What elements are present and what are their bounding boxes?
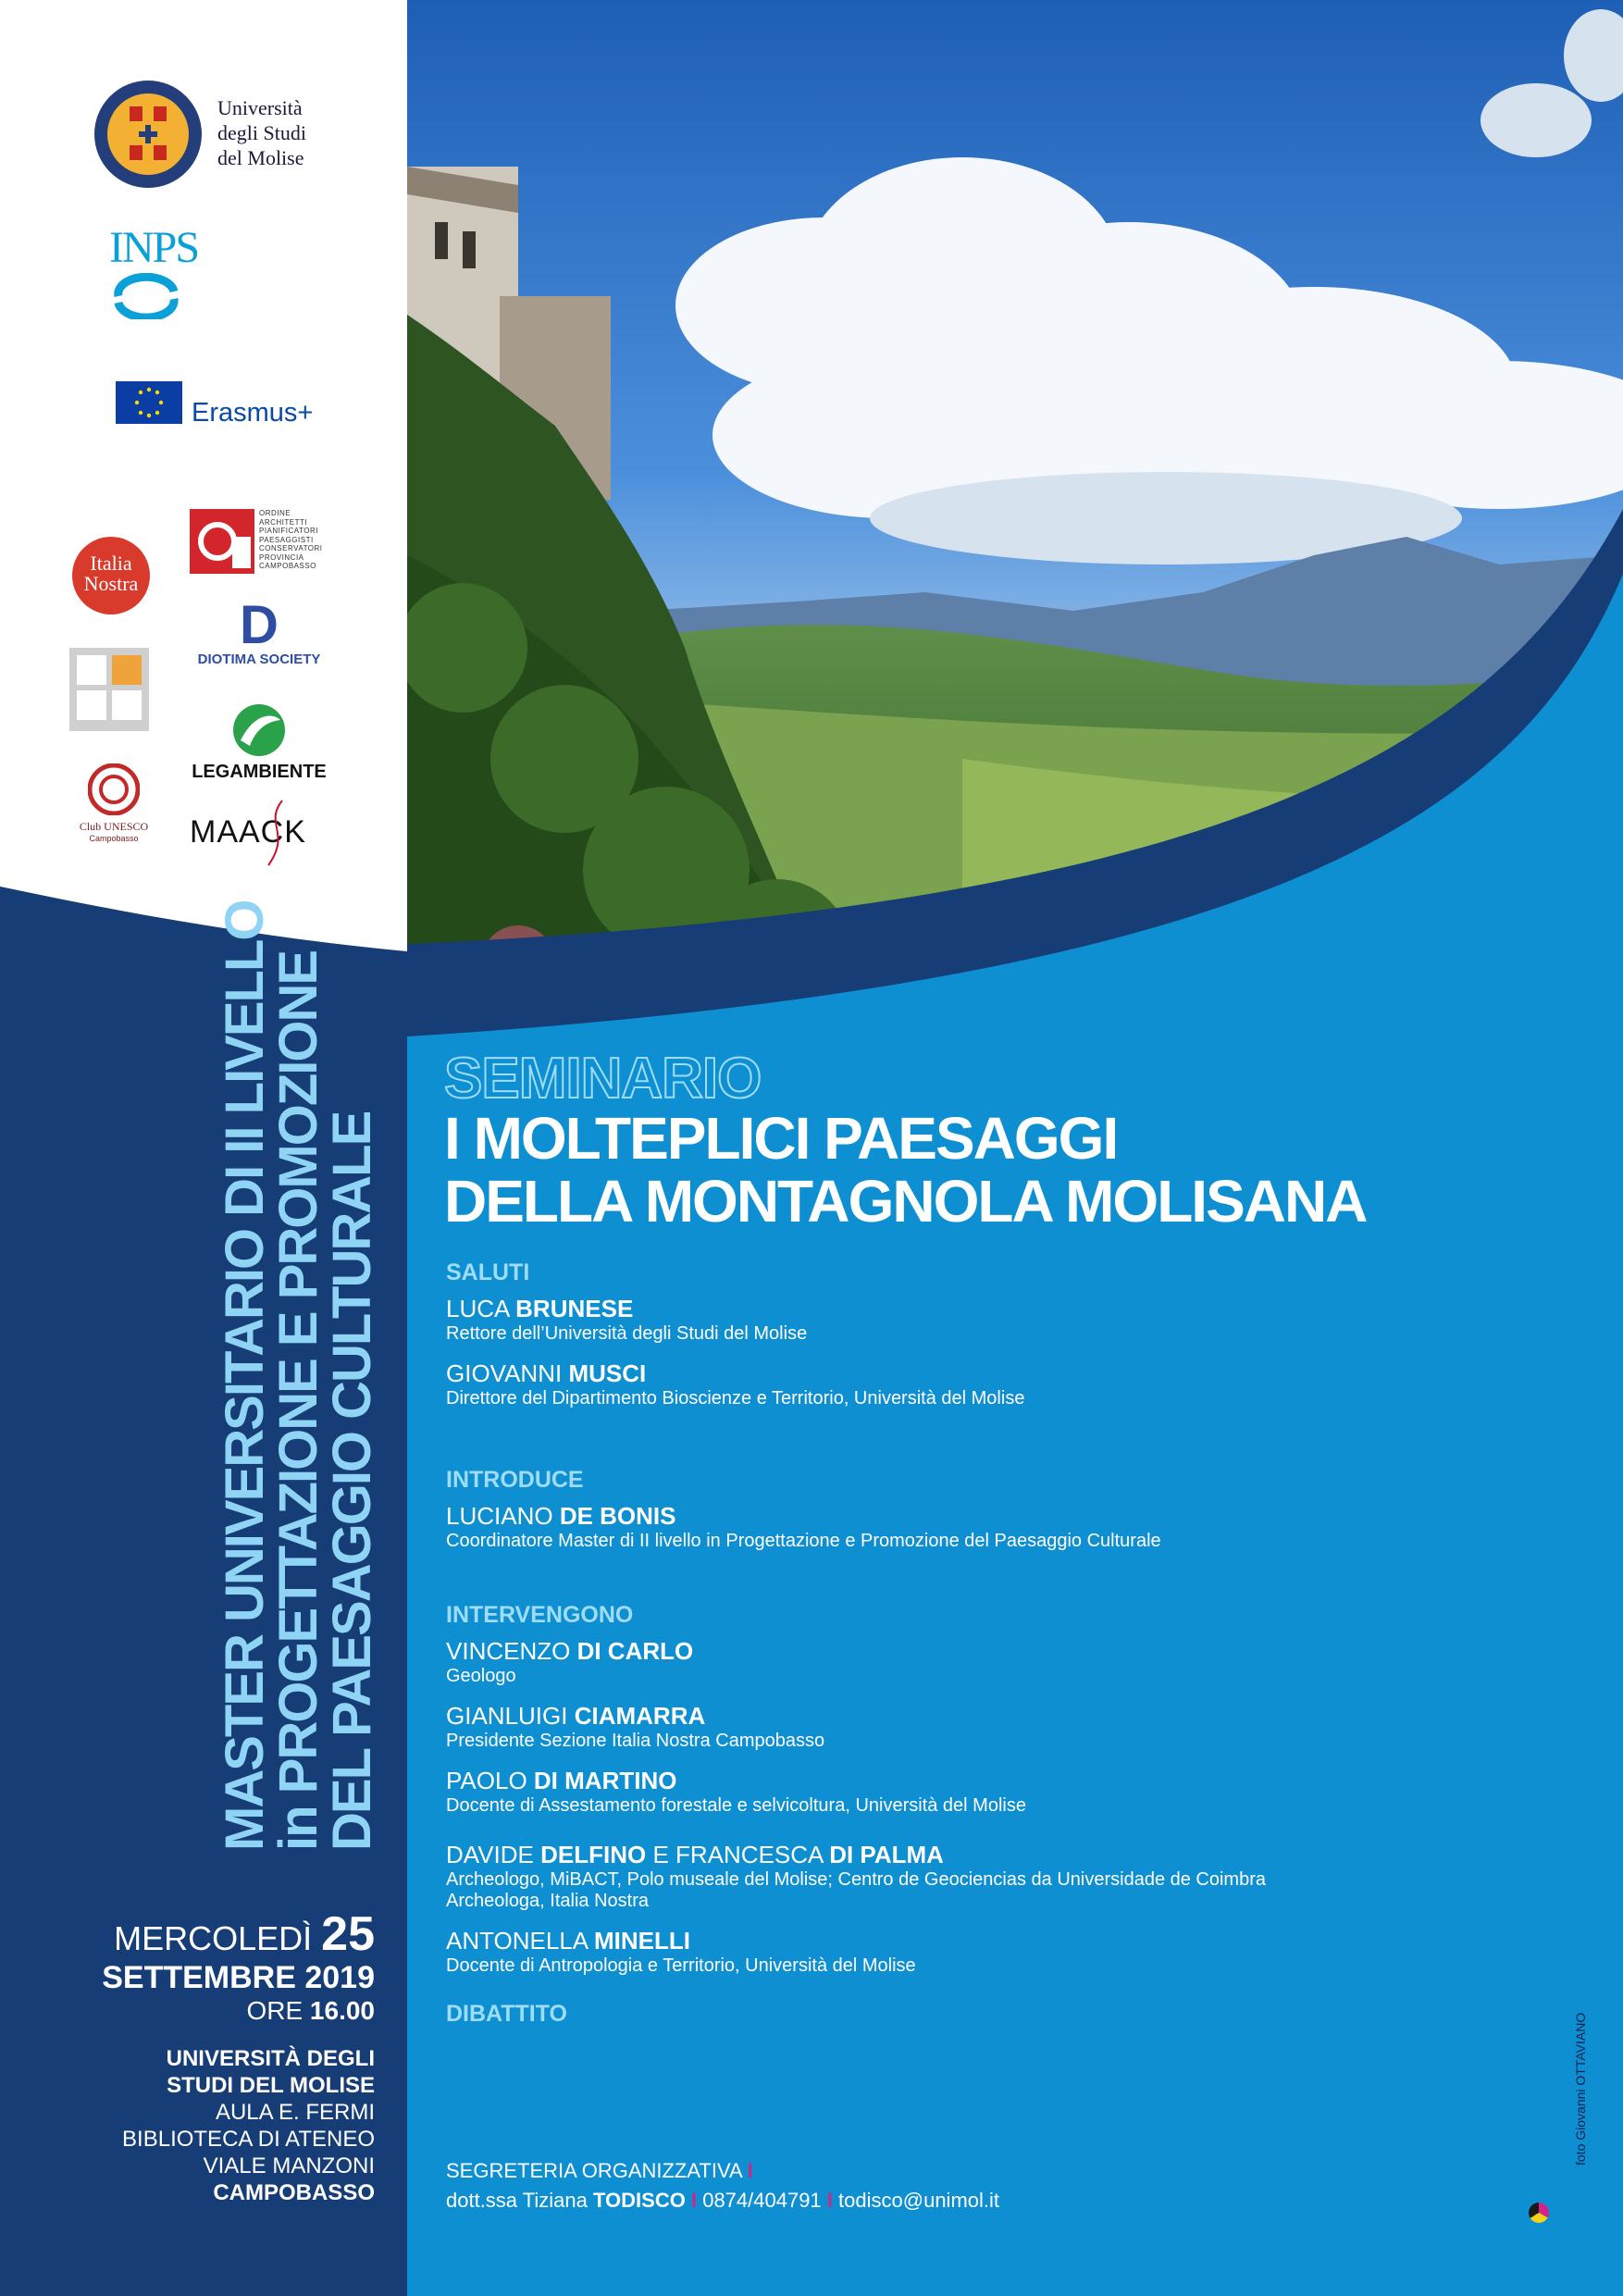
maack-text: MAACK [190, 814, 306, 850]
event-title-line1: I MOLTEPLICI PAESAGGI [444, 1105, 1118, 1172]
maack-red-stroke-icon [254, 796, 301, 870]
speaker-name [446, 1702, 1556, 1731]
venue-line4: BIBLIOTECA DI ATENEO [122, 2127, 375, 2152]
ordine-line3: PIANIFICATORI [259, 527, 318, 535]
speaker-conjunction: E FRANCESCA [652, 1841, 823, 1868]
segreteria-label: SEGRETERIA ORGANIZZATIVA [446, 2159, 742, 2182]
italia-nostra-line2: Nostra [83, 572, 139, 595]
side-title [215, 900, 382, 1851]
separator: I [826, 2189, 833, 2212]
intervengono-label: INTERVENGONO [446, 1602, 634, 1628]
speaker-role: Coordinatore Master di II livello in Progettazione e Promozione del Paesaggio Culturale [446, 1531, 1161, 1551]
speaker-first-name: PAOLO [446, 1767, 527, 1794]
contact-phone[interactable]: 0874/404791 [702, 2189, 822, 2212]
unimol-line1: Università [217, 96, 303, 119]
ordine-line5: CONSERVATORI [259, 544, 323, 552]
logo-maack [190, 814, 328, 879]
date-day-name: MERCOLEDÌ [114, 1919, 313, 1957]
event-title-line2: DELLA MONTAGNOLA MOLISANA [444, 1168, 1367, 1235]
logo-unesco [72, 763, 155, 847]
contact-email[interactable]: todisco@unimol.it [838, 2189, 1000, 2212]
inps-arrows-icon [109, 273, 183, 319]
ordine-line4: PAESAGGISTI [259, 535, 314, 544]
speaker-role: Geologo [446, 1666, 516, 1686]
event-kind: SEMINARIO [444, 1047, 762, 1111]
unimol-seal-icon [93, 79, 204, 190]
speaker-last-name: CIAMARRA [574, 1702, 706, 1730]
speaker-name [446, 1502, 1556, 1531]
time-value: 16.00 [309, 1996, 375, 2025]
event-date [56, 1907, 375, 2028]
venue-line1: UNIVERSITÀ DEGLI [166, 2046, 375, 2071]
unesco-line2: Campobasso [89, 834, 139, 843]
speaker-role: Archeologa, Italia Nostra [446, 1891, 650, 1911]
logo-grid-square [69, 648, 149, 731]
logo-erasmus [116, 381, 338, 428]
diotima-text: DIOTIMA SOCIETY [197, 652, 321, 667]
printer-logo [1529, 2203, 1549, 2223]
contact-name: dott.ssa Tiziana [446, 2189, 588, 2212]
eu-flag-icon [116, 381, 182, 424]
speaker-last-name: MINELLI [593, 1927, 690, 1955]
speaker-last-name: DE BONIS [559, 1502, 676, 1530]
legambiente-leaf-icon [227, 703, 291, 757]
unesco-club-icon [88, 763, 140, 815]
speaker-last-name: BRUNESE [515, 1295, 634, 1322]
venue-line2: STUDI DEL MOLISE [167, 2073, 375, 2098]
speaker-name [446, 1295, 1556, 1323]
venue [56, 2045, 375, 2206]
ordine-line1: ORDINE [259, 509, 291, 517]
speaker-role: Docente di Assestamento forestale e selvicoltura, Università del Molise [446, 1795, 1026, 1816]
speaker-first-name: LUCIANO [446, 1502, 553, 1530]
dibattito-label: DIBATTITO [446, 2001, 568, 2027]
introduce-label: INTRODUCE [446, 1467, 584, 1493]
speaker-role: Presidente Sezione Italia Nostra Campobasso [446, 1731, 825, 1751]
speaker-first-name: ANTONELLA [446, 1927, 588, 1955]
speaker-name [446, 1927, 1556, 1955]
time-label: ORE [246, 1996, 304, 2025]
event-title [444, 1107, 1366, 1233]
inps-text: INPS [109, 223, 199, 272]
photo-credit: foto Giovanni OTTAVIANO [1573, 2012, 1588, 2166]
speaker-role: Direttore del Dipartimento Bioscienze e Territorio, Università del Molise [446, 1388, 1025, 1409]
speaker-role: Rettore dell’Università degli Studi del Molise [446, 1323, 808, 1344]
date-day: 25 [321, 1907, 375, 1961]
ordine-line2: ARCHITETTI [259, 517, 308, 527]
separator: I [747, 2159, 753, 2182]
speaker-first-name: GIANLUIGI [446, 1702, 568, 1730]
program [446, 1254, 1556, 2032]
unimol-line2: degli Studi [217, 121, 306, 144]
unesco-line1: Club UNESCO [79, 820, 149, 833]
speaker-name [446, 1841, 1556, 1869]
separator: I [690, 2189, 698, 2212]
unimol-line3: del Molise [217, 146, 304, 169]
speaker-last-name: MUSCI [568, 1359, 647, 1387]
side-title-line3: DEL PAESAGGIO CULTURALE [322, 1111, 382, 1851]
speaker-last-name: DI CARLO [576, 1637, 694, 1665]
speaker-first-name: LUCA [446, 1295, 509, 1322]
segreteria [446, 2156, 1464, 2215]
logo-inps [109, 222, 199, 342]
ordine-line6: PROVINCIA [259, 552, 304, 562]
speaker-first-name: VINCENZO [446, 1637, 571, 1665]
venue-line6: CAMPOBASSO [213, 2180, 375, 2205]
speaker-name [446, 1767, 1556, 1795]
erasmus-text: Erasmus+ [192, 398, 314, 428]
speaker-role: Docente di Antropologia e Territorio, Università del Molise [446, 1955, 916, 1976]
speaker-name [446, 1637, 1556, 1666]
logo-ordine-architetti [190, 509, 328, 574]
logo-legambiente [185, 703, 333, 787]
date-month-year: SETTEMBRE 2019 [102, 1960, 375, 1995]
italia-nostra-line1: Italia [90, 552, 132, 575]
side-title-line2: in PROGETTAZIONE E PROMOZIONE [268, 950, 328, 1851]
speaker-role: Archeologo, MiBACT, Polo museale del Molise; Centro de Geociencias da Universidade de Coimbra [446, 1869, 1266, 1890]
logo-diotima [190, 595, 328, 674]
venue-line5: VIALE MANZONI [203, 2153, 375, 2178]
speaker-last-name: DI PALMA [829, 1841, 944, 1868]
legambiente-text: LEGAMBIENTE [192, 762, 327, 782]
diotima-d-icon: D [240, 595, 279, 655]
speaker-last-name: DELFINO [540, 1841, 647, 1868]
logo-unimol [93, 79, 333, 190]
venue-line3: AULA E. FERMI [215, 2100, 375, 2125]
speaker-last-name: DI MARTINO [533, 1767, 677, 1794]
side-title-line1: MASTER UNIVERSITARIO DI II LIVELLO [215, 900, 275, 1851]
contact-surname: TODISCO [593, 2189, 686, 2212]
speaker-name [446, 1359, 1556, 1388]
saluti-label: SALUTI [446, 1260, 530, 1285]
ordine-line7: CAMPOBASSO [259, 562, 316, 570]
speaker-first-name: GIOVANNI [446, 1359, 563, 1387]
speaker-first-name: DAVIDE [446, 1841, 534, 1868]
ordine-architetti-mark-icon [190, 509, 254, 574]
logo-italia-nostra [72, 537, 150, 614]
